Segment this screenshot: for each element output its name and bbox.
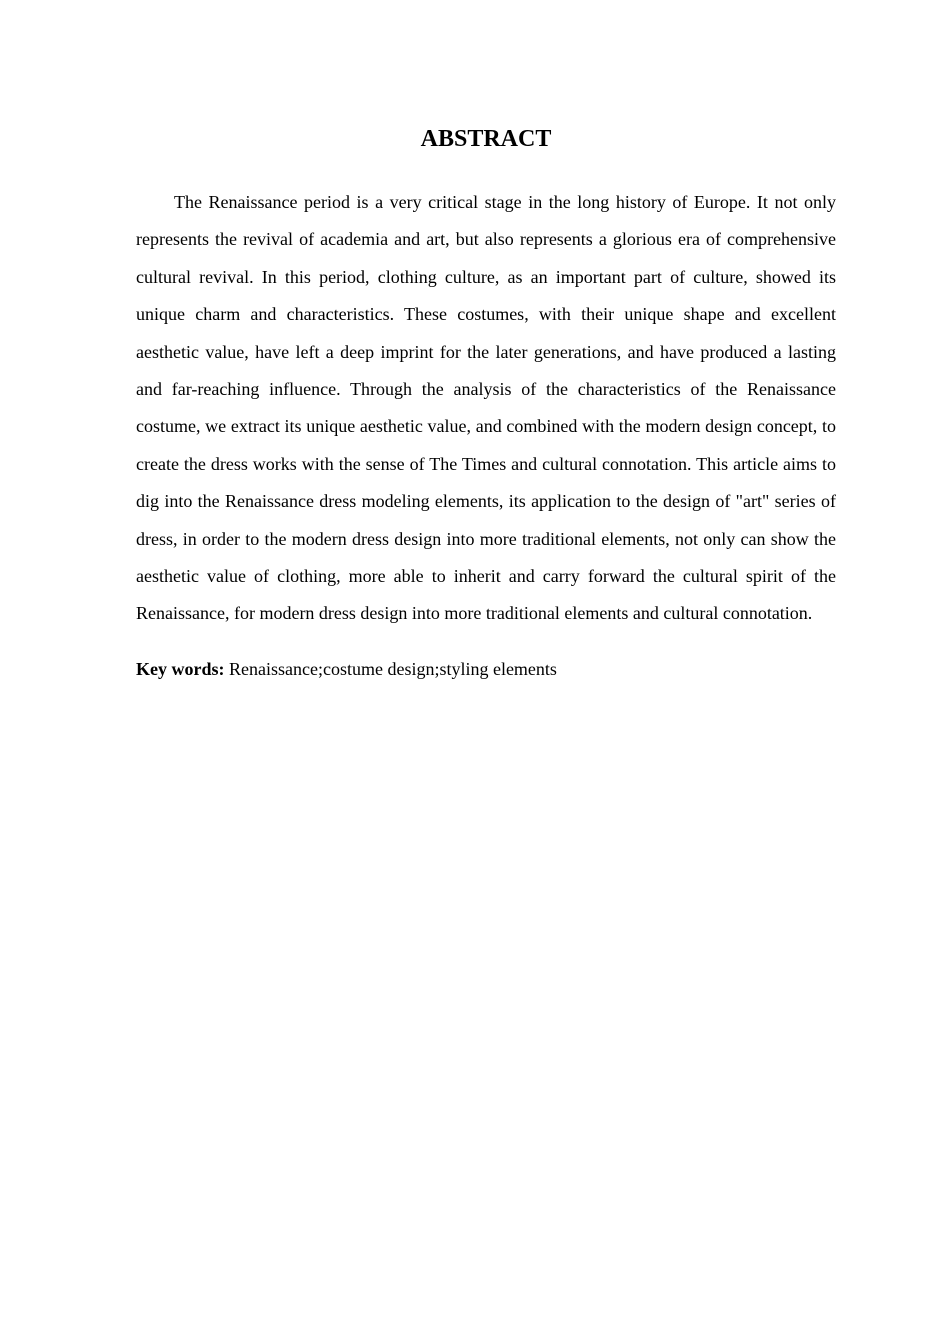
keywords-value: Renaissance;costume design;styling elements: [229, 658, 557, 679]
abstract-title: ABSTRACT: [420, 126, 552, 152]
document-page: [136, 124, 836, 701]
keywords-label: Key words:: [136, 658, 225, 679]
keywords-line: [136, 655, 836, 683]
abstract-body: The Renaissance period is a very critical stage in the long history of Europe. It not only represents the revival of academia and art, but also represents a glorious era of comprehensive cultural revival. In this period, clothing culture, as an important part of culture, showed its unique charm and characteristics. These costumes, with their unique shape and excellent aesthetic value, have left a deep imprint for the later generations, and have produced a lasting and far-reaching influence. Through the analysis of the characteristics of the Renaissance costume, we extract its unique aesthetic value, and combined with the modern design concept, to create the dress works with the sense of The Times and cultural connotation. This article aims to dig into the Renaissance dress modeling elements, its application to the design of "art" series of dress, in order to the modern dress design into more traditional elements, not only can show the aesthetic value of clothing, more able to inherit and carry forward the cultural spirit of the Renaissance, for modern dress design into more traditional elements and cultural connotation.: [136, 192, 836, 624]
